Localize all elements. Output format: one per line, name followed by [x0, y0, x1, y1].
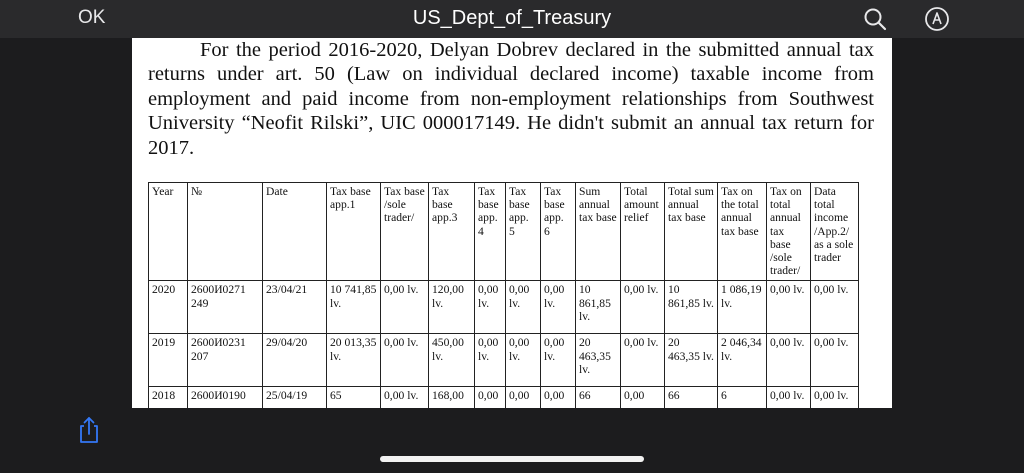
table-cell: 29/04/20 [263, 334, 327, 387]
share-icon[interactable] [76, 415, 102, 445]
column-header: Tax base app. 6 [541, 183, 576, 281]
table-cell: 0,00 lv. [811, 281, 859, 334]
table-cell: 1 086,19 lv. [718, 281, 767, 334]
table-cell: 0,00 lv. [621, 281, 665, 334]
table-cell: 2600И0271 249 [188, 281, 263, 334]
markup-pen-icon[interactable] [924, 6, 950, 32]
column-header: Tax base /sole trader/ [381, 183, 429, 281]
table-cell: 6 [718, 387, 767, 408]
table-cell: 0,00 lv. [475, 334, 506, 387]
table-cell: 0,00 lv. [541, 334, 576, 387]
table-cell: 25/04/19 [263, 387, 327, 408]
table-cell: 0,00 lv. [381, 281, 429, 334]
table-header-row [149, 183, 859, 281]
home-indicator[interactable] [380, 456, 644, 462]
column-header: Total sum annual tax base [665, 183, 718, 281]
column-header: Data total income /App.2/ as a sole trader [811, 183, 859, 281]
body-paragraph: For the period 2016-2020, Delyan Dobrev declared in the submitted annual tax returns under art. 50 (Law on individual declared income) taxable income from employment and paid income from non-employment relationships from Southwest University “Neofit Rilski”, UIC 000017149. He didn't submit an annual tax return for 2017. [148, 39, 874, 159]
table-cell: 66 [665, 387, 718, 408]
column-header: Sum annual tax base [576, 183, 621, 281]
table-cell: 450,00 lv. [429, 334, 475, 387]
table-row [149, 387, 859, 408]
table-cell: 20 463,35 lv. [576, 334, 621, 387]
table-cell: 0,00 [475, 387, 506, 408]
table-cell: 0,00 lv. [381, 387, 429, 408]
table-cell: 2 046,34 lv. [718, 334, 767, 387]
table-cell: 65 [327, 387, 381, 408]
document-title: US_Dept_of_Treasury [412, 7, 612, 29]
column-header: Total amount relief [621, 183, 665, 281]
column-header: Tax base app.3 [429, 183, 475, 281]
table-cell: 0,00 lv. [767, 334, 811, 387]
column-header: Tax base app. 5 [506, 183, 541, 281]
table-cell: 2019 [149, 334, 188, 387]
table-cell: 0,00 [541, 387, 576, 408]
bottom-toolbar [0, 408, 1024, 473]
column-header: Tax on total annual tax base /sole trader/ [767, 183, 811, 281]
table-cell: 10 741,85 lv. [327, 281, 381, 334]
table-cell: 10 861,85 lv. [665, 281, 718, 334]
ok-button[interactable]: OK [78, 7, 106, 28]
table-cell: 20 463,35 lv. [665, 334, 718, 387]
table-cell: 0,00 lv. [381, 334, 429, 387]
table-cell: 0,00 lv. [506, 281, 541, 334]
table-cell: 0,00 lv. [767, 281, 811, 334]
table-cell: 20 013,35 lv. [327, 334, 381, 387]
table-cell: 2600И0190 [188, 387, 263, 408]
column-header: Date [263, 183, 327, 281]
pdf-page [132, 38, 892, 408]
table-cell: 120,00 lv. [429, 281, 475, 334]
table-cell: 2020 [149, 281, 188, 334]
table-cell: 0,00 lv. [767, 387, 811, 408]
column-header: Year [149, 183, 188, 281]
table-cell: 0,00 lv. [811, 334, 859, 387]
table-cell: 0,00 lv. [541, 281, 576, 334]
tax-returns-table [148, 182, 859, 408]
table-cell: 10 861,85 lv. [576, 281, 621, 334]
column-header: Tax on the total annual tax base [718, 183, 767, 281]
table-cell: 2600И0231 207 [188, 334, 263, 387]
table-cell: 66 [576, 387, 621, 408]
column-header: Tax base app. 4 [475, 183, 506, 281]
table-cell: 23/04/21 [263, 281, 327, 334]
table-cell: 0,00 [506, 387, 541, 408]
table-row [149, 281, 859, 334]
table-cell: 0,00 lv. [621, 334, 665, 387]
search-icon[interactable] [862, 6, 888, 32]
table-cell: 168,00 [429, 387, 475, 408]
table-cell: 0,00 lv. [475, 281, 506, 334]
table-row [149, 334, 859, 387]
top-toolbar [0, 0, 1024, 38]
table-cell: 0,00 lv. [506, 334, 541, 387]
table-cell: 0,00 lv. [811, 387, 859, 408]
column-header: № [188, 183, 263, 281]
table-cell: 0,00 [621, 387, 665, 408]
column-header: Tax base app.1 [327, 183, 381, 281]
table-cell: 2018 [149, 387, 188, 408]
